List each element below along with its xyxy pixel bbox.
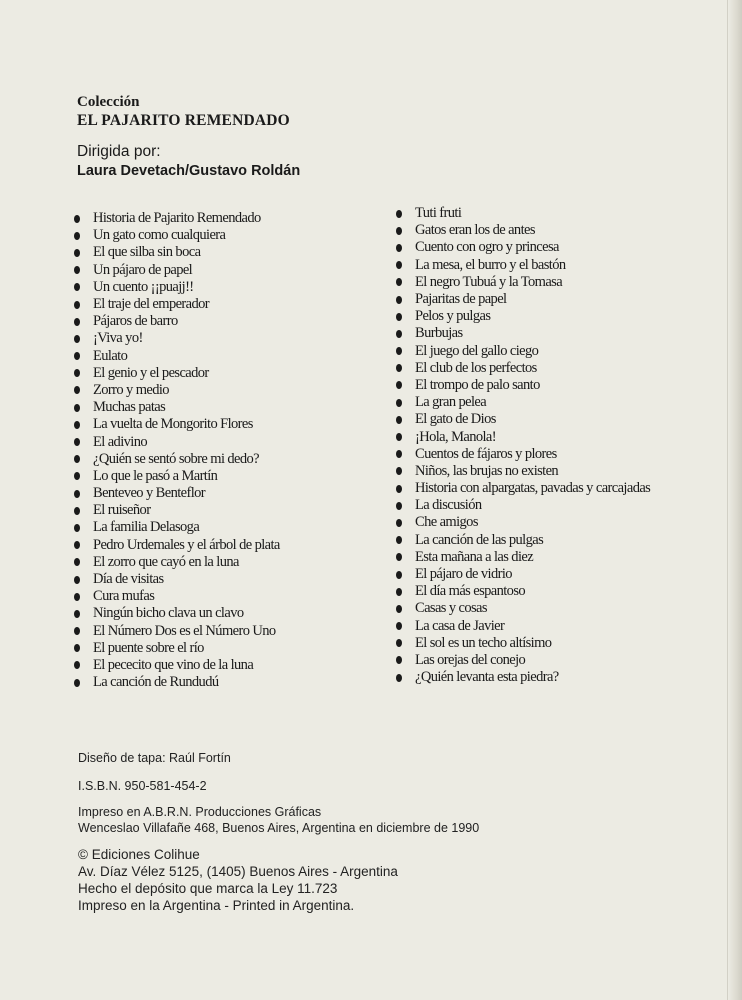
printer-info [78,804,479,836]
book-title: La gran pelea [415,394,487,411]
title-list-item [74,330,280,347]
bullet-icon [74,232,80,240]
bullet-icon [396,450,402,458]
title-list-item [74,554,280,571]
title-list-item [396,360,650,377]
title-list-item [396,343,650,360]
book-title: Cura mufas [93,588,155,605]
book-title: Pajaritas de papel [415,291,507,308]
directed-by-label: Dirigida por: [77,143,161,160]
bullet-icon [396,485,402,493]
book-title: Gatos eran los de antes [415,222,535,239]
bullet-icon [396,313,402,321]
book-title: El sol es un techo altísimo [415,634,552,651]
book-title: La discusión [415,497,482,514]
title-list-item [396,411,650,428]
title-list-item [74,210,280,227]
book-title: Un pájaro de papel [93,261,193,278]
title-list-item [396,669,650,686]
book-title: Pelos y pulgas [415,308,491,325]
title-list-item [396,635,650,652]
title-list-item [74,451,280,468]
collection-title: EL PAJARITO REMENDADO [77,112,290,129]
book-title: Zorro y medio [93,381,169,398]
book-title: Cuentos de fájaros y plores [415,445,557,462]
book-title: El club de los perfectos [415,359,537,376]
bullet-icon [74,318,80,326]
book-title: El zorro que cayó en la luna [93,553,239,570]
book-title: El adivino [93,433,148,450]
title-list-item [74,674,280,691]
bullet-icon [74,593,80,601]
title-list-item [396,463,650,480]
title-list-item [74,365,280,382]
book-title: El juego del gallo ciego [415,342,539,359]
bullet-icon [74,266,80,274]
cover-design-credit: Diseño de tapa: Raúl Fortín [78,751,231,765]
book-title: El Número Dos es el Número Uno [93,622,276,639]
bullet-icon [74,404,80,412]
title-list-left [74,210,280,691]
book-title: Un gato como cualquiera [93,227,226,244]
bullet-icon [396,296,402,304]
title-list-item [396,566,650,583]
directors-names: Laura Devetach/Gustavo Roldán [77,163,301,179]
title-list-item [74,227,280,244]
title-list-item [396,600,650,617]
title-list-item [396,257,650,274]
collection-label: Colección [77,94,140,110]
bullet-icon [396,261,402,269]
book-title: Eulato [93,347,128,364]
bullet-icon [74,627,80,635]
book-title: Muchas patas [93,399,166,416]
bullet-icon [74,369,80,377]
title-list-item [396,308,650,325]
printed-in: Impreso en la Argentina - Printed in Argentina. [78,898,355,913]
title-list-item [74,623,280,640]
book-title: La mesa, el burro y el bastón [415,256,566,273]
book-title: El pececito que vino de la luna [93,656,254,673]
bullet-icon [396,674,402,682]
book-title: Benteveo y Benteflor [93,485,206,502]
title-list-item [396,325,650,342]
bullet-icon [74,301,80,309]
title-list-item [74,244,280,261]
book-title: Pájaros de barro [93,313,178,330]
title-list-item [74,468,280,485]
directed-by [77,142,300,181]
book-title: El genio y el pescador [93,364,209,381]
title-list-item [396,583,650,600]
bullet-icon [396,278,402,286]
title-list-item [396,239,650,256]
title-list-item [396,532,650,549]
bullet-icon [396,227,402,235]
bullet-icon [396,605,402,613]
bullet-icon [396,622,402,630]
book-title: Día de visitas [93,571,164,588]
bullet-icon [74,283,80,291]
book-title: ¿Quién levanta esta piedra? [415,669,559,686]
title-list-item [74,433,280,450]
bullet-icon [396,416,402,424]
bullet-icon [74,455,80,463]
bullet-icon [74,352,80,360]
bullet-icon [74,438,80,446]
isbn: I.S.B.N. 950-581-454-2 [78,779,207,793]
bullet-icon [74,541,80,549]
bullet-icon [396,536,402,544]
title-list-item [74,313,280,330]
title-list-item [74,605,280,622]
book-title: Historia con alpargatas, pavadas y carcajadas [415,480,651,497]
title-list-item [74,399,280,416]
book-title: Un cuento ¡¡puajj!! [93,278,194,295]
bullet-icon [74,576,80,584]
book-title: El pájaro de vidrio [415,566,512,583]
publisher-address: Av. Díaz Vélez 5125, (1405) Buenos Aires - Argentina [78,864,398,879]
bullet-icon [74,524,80,532]
bullet-icon [396,210,402,218]
bullet-icon [396,399,402,407]
title-list-item [74,382,280,399]
title-list-item [74,571,280,588]
title-list-item [396,222,650,239]
bullet-icon [74,644,80,652]
bullet-icon [74,215,80,223]
book-title: La casa de Javier [415,617,505,634]
title-list-item [396,291,650,308]
collection-header [77,93,290,130]
book-title: Casas y cosas [415,600,487,617]
book-title: Cuento con ogro y princesa [415,239,559,256]
title-list-item [396,618,650,635]
book-title: El trompo de palo santo [415,376,540,393]
bullet-icon [396,639,402,647]
book-title: El puente sobre el río [93,639,204,656]
bullet-icon [74,661,80,669]
bullet-icon [396,502,402,510]
bullet-icon [74,335,80,343]
bullet-icon [74,490,80,498]
title-list-item [74,296,280,313]
book-title: Tuti fruti [415,205,462,222]
title-list-item [74,657,280,674]
bullet-icon [396,433,402,441]
title-list-item [396,514,650,531]
bullet-icon [396,553,402,561]
book-title: Burbujas [415,325,463,342]
title-list-item [74,485,280,502]
book-title: Ningún bicho clava un clavo [93,605,244,622]
book-title: El día más espantoso [415,583,526,600]
printer-line: Impreso en A.B.R.N. Producciones Gráficas [78,805,322,819]
title-list-right [396,205,650,686]
bullet-icon [396,364,402,372]
title-list-item [396,428,650,445]
book-title: El negro Tubuá y la Tomasa [415,273,563,290]
title-list-item [396,652,650,669]
publisher-info [78,846,398,914]
book-title: El que silba sin boca [93,244,201,261]
title-list-item [74,262,280,279]
book-title: Pedro Urdemales y el árbol de plata [93,536,280,553]
bullet-icon [396,347,402,355]
bullet-icon [396,656,402,664]
bullet-icon [74,507,80,515]
book-title: La vuelta de Mongorito Flores [93,416,253,433]
title-list-item [74,588,280,605]
bullet-icon [396,571,402,579]
title-list-item [396,394,650,411]
copyright-line: © Ediciones Colihue [78,847,200,862]
title-list-item [74,640,280,657]
book-title: ¿Quién se sentó sobre mi dedo? [93,450,260,467]
page-edge [727,0,742,1000]
title-list-item [396,205,650,222]
title-list-item [74,502,280,519]
legal-deposit: Hecho el depósito que marca la Ley 11.723 [78,881,338,896]
bullet-icon [74,558,80,566]
bullet-icon [74,421,80,429]
printer-address: Wenceslao Villafañe 468, Buenos Aires, Argentina en diciembre de 1990 [78,821,480,835]
bullet-icon [74,249,80,257]
book-title: ¡Viva yo! [93,330,143,347]
book-title: Historia de Pajarito Remendado [93,210,261,227]
title-list-item [396,274,650,291]
title-list-item [396,377,650,394]
bullet-icon [396,519,402,527]
bullet-icon [74,679,80,687]
title-list-item [74,348,280,365]
book-title: Esta mañana a las diez [415,548,534,565]
book-title: El ruiseñor [93,502,151,519]
title-list-item [74,279,280,296]
book-title: La canción de Rundudú [93,674,219,691]
title-list-item [396,480,650,497]
book-title: Lo que le pasó a Martín [93,467,218,484]
book-title: La familia Delasoga [93,519,200,536]
title-list-item [396,446,650,463]
book-title: Niños, las brujas no existen [415,462,559,479]
title-list-item [74,416,280,433]
book-title: Las orejas del conejo [415,651,526,668]
bullet-icon [74,472,80,480]
bullet-icon [74,386,80,394]
bullet-icon [74,610,80,618]
bullet-icon [396,381,402,389]
title-list-item [74,519,280,536]
book-title: El traje del emperador [93,296,210,313]
book-title: El gato de Dios [415,411,496,428]
title-list-item [396,497,650,514]
title-list-item [74,537,280,554]
book-title: La canción de las pulgas [415,531,544,548]
title-list-item [396,549,650,566]
bullet-icon [396,244,402,252]
bullet-icon [396,588,402,596]
book-title: Che amigos [415,514,478,531]
bullet-icon [396,330,402,338]
bullet-icon [396,467,402,475]
book-title: ¡Hola, Manola! [415,428,496,445]
